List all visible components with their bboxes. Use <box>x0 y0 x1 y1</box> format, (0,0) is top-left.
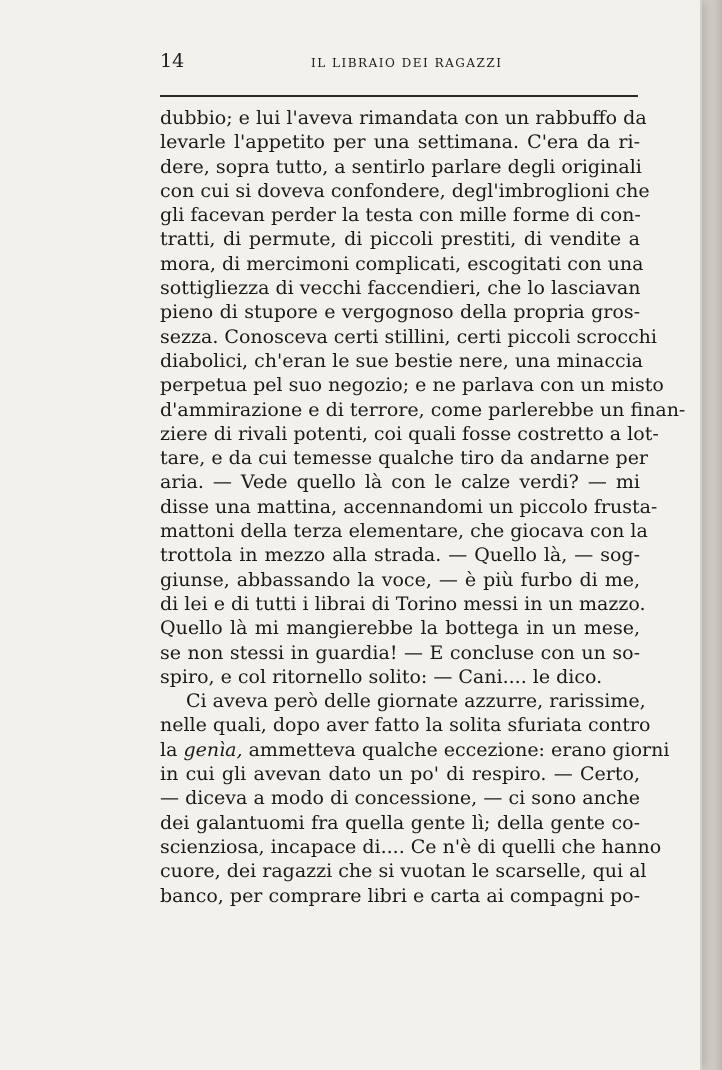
text-line: di lei e di tutti i librai di Torino messi in un mazzo. <box>160 592 646 615</box>
text-line: sottigliezza di vecchi faccendieri, che lo lasciavan <box>160 277 641 300</box>
text-line: trottola in mezzo alla strada. — Quello là, — sog- <box>160 544 640 567</box>
text-prefix: la <box>160 738 178 761</box>
running-title: IL LIBRAIO DEI RAGAZZI <box>311 56 503 70</box>
text-line: mattoni della terza elementare, che giocava con la <box>160 520 648 543</box>
text-line: ziere di rivali potenti, coi quali fosse costretto a lot- <box>160 422 659 445</box>
text-line: se non stessi in guardia! — E concluse con un so- <box>160 641 640 664</box>
italic-word: genìa, <box>183 738 243 761</box>
text-rest: ammetteva qualche eccezione: erano giorni <box>248 738 670 761</box>
text-line: aria. — Vede quello là con le calze verdi? — mi <box>160 471 640 494</box>
book-spine <box>700 0 722 1070</box>
text-line: dei galantuomi fra quella gente lì; della gente co- <box>160 811 640 834</box>
text-line: mora, di mercimoni complicati, escogitati con una <box>160 252 644 275</box>
text-line: Quello là mi mangierebbe la bottega in un mese, <box>160 617 640 640</box>
text-line: cuore, dei ragazzi che si vuotan le scarselle, qui al <box>160 860 647 883</box>
text-line: — diceva a modo di concessione, — ci sono anche <box>160 787 640 810</box>
text-line: disse una mattina, accennandomi un piccolo frusta- <box>160 495 658 518</box>
text-line: tratti, di permute, di piccoli prestiti, di vendite a <box>160 228 640 251</box>
text-line: d'ammirazione e di terrore, come parlerebbe un finan- <box>160 398 686 421</box>
text-line: tare, e da cui temesse qualche tiro da andarne per <box>160 447 649 470</box>
header-rule <box>160 95 638 97</box>
text-line: levarle l'appetito per una settimana. C'era da ri- <box>160 131 640 154</box>
text-line: pieno di stupore e vergognoso della propria gros- <box>160 301 640 324</box>
text-line: spiro, e col ritornello solito: — Cani.... le dico. <box>160 665 603 688</box>
text-line: sezza. Conosceva certi stillini, certi piccoli scrocchi <box>160 325 657 348</box>
page-header <box>160 50 640 80</box>
text-line: dere, sopra tutto, a sentirlo parlare degli originali <box>160 155 642 178</box>
text-line: in cui gli avevan dato un po' di respiro. — Certo, <box>160 763 640 786</box>
text-line: Ci aveva però delle giornate azzurre, rarissime, <box>186 690 646 713</box>
page-number: 14 <box>160 50 185 72</box>
text-line: scienziosa, incapace di.... Ce n'è di quelli che hanno <box>160 835 662 858</box>
text-line: perpetua pel suo negozio; e ne parlava con un misto <box>160 374 664 397</box>
text-line: dubbio; e lui l'aveva rimandata con un rabbuffo da <box>160 107 647 129</box>
body-text <box>160 106 686 908</box>
text-line: diabolici, ch'eran le sue bestie nere, una minaccia <box>160 349 644 372</box>
text-line: giunse, abbassando la voce, — è più furbo di me, <box>160 568 640 591</box>
text-line: banco, per comprare libri e carta ai compagni po- <box>160 884 640 907</box>
text-line: con cui si doveva confondere, degl'imbroglioni che <box>160 179 650 202</box>
text-line: gli facevan perder la testa con mille forme di con- <box>160 204 641 227</box>
text-line-mixed <box>160 738 670 762</box>
text-line: nelle quali, dopo aver fatto la solita sfuriata contro <box>160 714 651 737</box>
